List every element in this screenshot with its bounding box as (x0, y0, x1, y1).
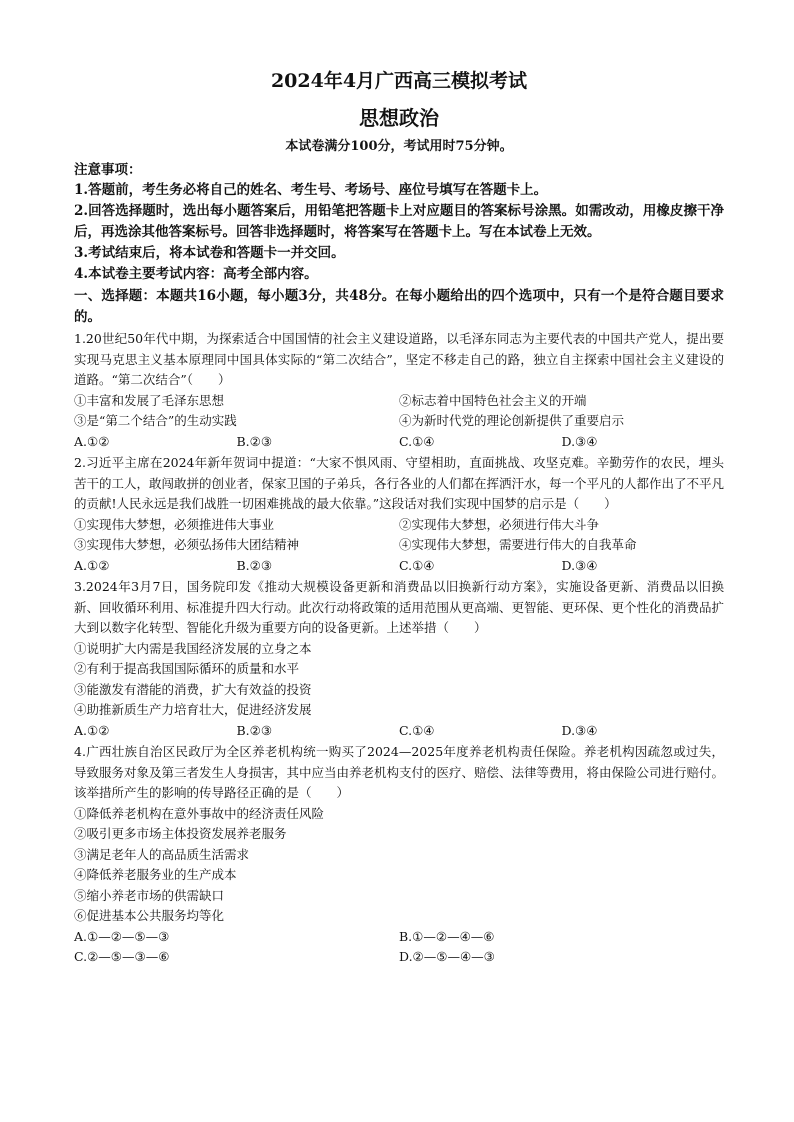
notice-item: 1.答题前，考生务必将自己的姓名、考生号、考场号、座位号填写在答题卡上。 (74, 182, 548, 198)
statement: ①实现伟大梦想，必须推进伟大事业 (74, 516, 275, 532)
statement: ①降低养老机构在意外事故中的经济责任风险 (74, 805, 325, 821)
choice: C.①④ (399, 557, 435, 573)
notice-block (74, 160, 724, 285)
choice: D.③④ (561, 433, 598, 449)
choice: D.②—⑤—④—③ (399, 949, 495, 964)
choice: D.③④ (561, 722, 598, 738)
choice: C.②—⑤—③—⑥ (74, 949, 170, 964)
statement: ②标志着中国特色社会主义的开端 (399, 392, 587, 408)
exam-subject: 思想政治 (359, 106, 439, 130)
statement: ③能激发有潜能的消费，扩大有效益的投资 (74, 681, 312, 697)
statement: ④助推新质生产力培育壮大，促进经济发展 (74, 702, 312, 717)
notice-item: 4.本试卷主要考试内容：高考全部内容。 (74, 266, 318, 282)
statement: ②有利于提高我国国际循环的质量和水平 (74, 661, 300, 676)
statement: ④为新时代党的理论创新提供了重要启示 (399, 413, 625, 428)
question-stem: 3.2024年3月7日，国务院印发《推动大规模设备更新和消费品以旧换新行动方案》，实施设备更新、消费品以旧换新、回收循环利用、标准提升四大行动。此次行动将政策的适用范围从更高端、更智能、更环保、更个性化的消费品扩大到以数字化转型、智能化升级为重要方向的设备更新。上述举措（ ） (74, 579, 725, 635)
choice: A.①② (74, 557, 110, 573)
question-2 (74, 453, 724, 576)
statement: ④降低养老服务业的生产成本 (74, 867, 237, 882)
choice: A.①—②—⑤—③ (74, 928, 170, 944)
choice: B.②③ (236, 433, 273, 449)
choice: B.②③ (236, 557, 273, 573)
statement: ①说明扩大内需是我国经济发展的立身之本 (74, 640, 312, 656)
notice-heading: 注意事项： (74, 162, 142, 178)
choice: C.①④ (399, 433, 435, 449)
question-3 (74, 577, 724, 741)
exam-page (74, 68, 724, 968)
question-1 (74, 329, 724, 452)
question-4 (74, 742, 724, 968)
statement: ③满足老年人的高品质生活需求 (74, 846, 250, 862)
choice: A.①② (74, 433, 110, 449)
statement: ④实现伟大梦想，需要进行伟大的自我革命 (399, 537, 637, 552)
statement: ①丰富和发展了毛泽东思想 (74, 392, 225, 408)
question-stem: 2.习近平主席在2024年新年贺词中提道：“大家不惧风雨、守望相助，直面挑战、攻坚克难。辛勤劳作的农民，埋头苦干的工人，敢闯敢拼的创业者，保家卫国的子弟兵，各行各业的人们都在挥洒汗水，每一个平凡的人都作出了不平凡的贡献!人民永远是我们战胜一切困难挑战的最大依靠。”这段话对我们实现中国梦的启示是（ ） (74, 455, 725, 511)
statement: ②吸引更多市场主体投资发展养老服务 (74, 826, 287, 841)
choice: B.①—②—④—⑥ (399, 928, 495, 944)
question-stem: 1.20世纪50年代中期，为探索适合中国国情的社会主义建设道路，以毛泽东同志为主要代表的中国共产党人，提出要实现马克思主义基本原理同中国具体实际的“第二次结合”，坚定不移走自己的路，独立自主探索中国社会主义建设的道路。“第二次结合”（ ） (74, 331, 724, 387)
choice: B.②③ (236, 722, 273, 738)
statement: ③是“第二个结合”的生动实践 (74, 413, 237, 428)
notice-item: 3.考试结束后，将本试卷和答题卡一并交回。 (74, 245, 345, 261)
notice-item: 2.回答选择题时，选出每小题答案后，用铅笔把答题卡上对应题目的答案标号涂黑。如需改动，用橡皮擦干净后，再选涂其他答案标号。回答非选择题时，将答案写在答题卡上。写在本试卷上无效。 (74, 203, 724, 240)
choice: A.①② (74, 722, 110, 738)
choice: C.①④ (399, 722, 435, 738)
statement: ②实现伟大梦想，必须进行伟大斗争 (399, 516, 600, 532)
exam-meta: 本试卷满分100分，考试用时75分钟。 (285, 139, 513, 154)
exam-title: 2024年4月广西高三模拟考试 (270, 70, 528, 92)
statement: ③实现伟大梦想，必须弘扬伟大团结精神 (74, 537, 300, 552)
statement: ⑥促进基本公共服务均等化 (74, 908, 225, 923)
statement: ⑤缩小养老市场的供需缺口 (74, 887, 225, 903)
question-stem: 4.广西壮族自治区民政厅为全区养老机构统一购买了2024—2025年度养老机构责任保险。养老机构因疏忽或过失，导致服务对象及第三者发生人身损害，其中应当由养老机构支付的医疗、赔偿、法律等费用，将由保险公司进行赔付。该举措所产生的影响的传导路径正确的是（ ） (74, 744, 725, 800)
choice: D.③④ (561, 557, 598, 573)
section-heading: 一、选择题：本题共16小题，每小题3分，共48分。在每小题给出的四个选项中，只有一个是符合题目要求的。 (74, 288, 724, 325)
